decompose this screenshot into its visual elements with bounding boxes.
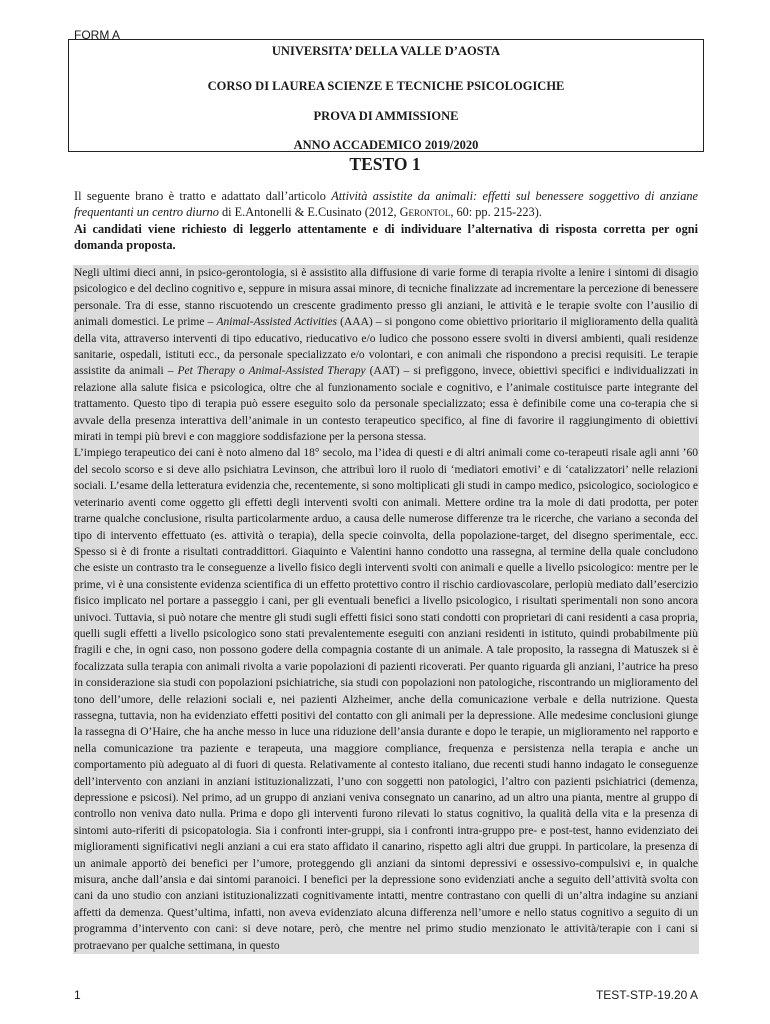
source-citation <box>74 188 698 221</box>
instruction-text: Ai candidati viene richiesto di leggerlo attentamente e di individuare l’alternativa di risposta corretta per ogni domanda proposta. <box>74 221 698 252</box>
academic-year: ANNO ACCADEMICO 2019/2020 <box>293 138 479 152</box>
test-code: TEST-STP-19.20 A <box>595 988 698 1002</box>
term-aaa: Animal-Assisted Activities <box>216 316 337 329</box>
passage-text: Negli ultimi dieci anni, in psico-gerontologia, si è assistito alla diffusione di varie forme di terapia rivolte a lenire i sintomi di disagio psicologico e del declino cognitivo e, seppure in misura assai minore, di tecniche finalizzate ad incrementare la percezione di benessere personale. Tra di esse, stanno riscuotendo un crescente gradimento presso gli anziani, le attività e le terapie svolte con l’ausilio di animali domestici. Le prime – <box>74 267 698 329</box>
course-name: CORSO DI LAUREA SCIENZE E TECNICHE PSICOLOGICHE <box>207 79 565 93</box>
exam-title: PROVA DI AMMISSIONE <box>313 109 459 123</box>
passage-text: (AAA) – si pongono come obiettivo prioritario il miglioramento della qualità della vita, attraverso interventi di tipo educativo, rieducativo e/o ludico che possono essere svolti in diversi ambienti, quali residenze sanitarie, ospedali, istituti ecc., da personale specializzato e/o volontari, e con animali che rispondono a precisi requisiti. Le terapie assistite da animali – <box>74 316 699 378</box>
form-label: FORM A <box>74 28 121 42</box>
test-title: TESTO 1 <box>349 154 421 174</box>
passage-paragraph-2: L’impiego terapeutico dei cani è noto almeno dal 18° secolo, ma l’idea di questi e di altri animali come co-terapeuti risale agli anni ’60 del secolo scorso e si deve allo psichiatra Levinson, che attribuì loro il ruolo di ‘mediatori emotivi’ e di ‘catalizzatori’ nelle relazioni sociali. L’esame della letteratura evidenzia che, recentemente, si sono moltiplicati gli studi in campo medico, psicologico, sociologico e veterinario aventi come oggetto gli effetti degli interventi svolti con animali. Mettere ordine tra la mole di dati prodotta, per poter trarne qualche conclusione, risulta particolarmente arduo, a causa delle numerose differenze tra le ricerche, che variano a seconda del tipo di intervento effettuato (es. attività o terapia), della specie coinvolta, della popolazione-target, del disegno sperimentale, ecc. Spesso si è di fronte a risultati contraddittori. Giaquinto e Valentini hanno condotto una rassegna, al termine della quale concludono che esiste un contrasto tra le conseguenze a livello fisico degli interventi svolti con animali e quelle a livello psicologico: mentre per le prime, vi è una consistente evidenza scientifica di un effetto protettivo contro il rischio cardiovascolare, perlopiù mediato dall’esercizio fisico implicato nel portare a passeggio i cani, per gli eventuali benefici a livello psicologico, i risultati sperimentali non sono ancora univoci. Tuttavia, si può notare che mentre gli studi sugli effetti fisici sono stati condotti con proprietari di cani residenti a casa propria, quelli sugli effetti a livello psicologico sono stati prevalentemente eseguiti con anziani residenti in istituto, quindi probabilmente più fragili e che, in ogni caso, non possono godere della compagnia costante di un animale. A tale proposito, la rassegna di Matuszek si è focalizzata sulla terapia con animali rivolta a varie popolazioni di pazienti ricoverati. Per quanto riguarda gli anziani, l’autrice ha preso in considerazione sia studi con popolazioni psichiatriche, sia studi con popolazioni non patologiche, riscontrando un miglioramento del tono dell’umore, delle relazioni sociali e, nei pazienti Alzheimer, anche della comunicazione verbale e della nutrizione. Questa rassegna, tuttavia, non ha evidenziato effetti positivi del contatto con gli animali per la depressione. Alle medesime conclusioni giunge la rassegna di O’Haire, che ha anche messo in luce una riduzione dell’ansia durante e dopo le terapie, un miglioramento nel rapporto e nella comunicazione tra paziente e terapeuta, una maggiore compliance, frequenza e persistenza nella terapia e anche un comportamento più adeguato al di fuori di questa. Relativamente al contesto italiano, due recenti studi hanno indagato le conseguenze dell’intervento con anziani in anziani istituzionalizzati, l’uno con soggetti non patologici, l’altro con pazienti psichiatrici (demenza, depressione e psicosi). Nel primo, ad un gruppo di anziani veniva consegnato un canarino, ad un altro una pianta, mentre al gruppo di controllo non veniva dato nulla. Prima e dopo gli interventi furono rilevati lo status cognitivo, la qualità della vita e la presenza di sintomi auto-riferiti di psicopatologia. Sia i confronti inter-gruppi, sia i confronti intra-gruppo pre- e post-test, hanno evidenziato dei miglioramenti significativi negli anziani a cui era stato affidato il canarino, rispetto agli altri due gruppi. In particolare, la presenza di un animale apportò dei benefici per l’umore, proteggendo gli anziani da sintomi depressivi e ossessivo-compulsivi e, in qualche misura, anche dall’ansia e dai sintomi paranoici. I benefici per la depressione sono evidenziati anche a seguito dell’attività svolta con cani da uno studio con anziani istituzionalizzati cognitivamente intatti, mentre contrastano con quelli di un’altra indagine su anziani affetti da demenza. Quest’ultima, infatti, non aveva evidenziato alcuna differenza nell’umore e nello status cognitivo a seguito di un programma d’intervento con cani: si deve notare, però, che mentre nel primo studio menzionato le attività/terapie con i cani si protraevano per qualche settimana, in questo <box>74 447 698 952</box>
page-number: 1 <box>74 988 81 1002</box>
citation-authors: di E.Antonelli & E.Cusinato (2012, <box>218 205 400 220</box>
header-box <box>68 39 704 152</box>
citation-lead: Il seguente brano è tratto e adattato dall’articolo <box>74 189 332 203</box>
passage-paragraph-1 <box>74 265 698 445</box>
intro-section <box>74 188 698 253</box>
term-aat: Pet Therapy o Animal-Assisted Therapy <box>177 365 366 378</box>
citation-end: , 60: pp. 215-223). <box>450 205 542 220</box>
article-title: Attività assistite da animali: effetti sul benessere soggettivo di anziane frequentanti un centro diurno <box>74 189 698 220</box>
passage-text: (AAT) – si prefiggono, invece, obiettivi specifici e individualizzati in relazione alla salute fisica e psicologica, oltre che al funzionamento sociale e cognitivo, e l’animale costituisce parte integrante del trattamento. Questo tipo di terapia può essere eseguito solo da personale specializzato; essa è definibile come una co-terapia che si avvale della presenza interattiva dell’animale in un contesto terapeutico specifico, al fine di favorire il raggiungimento di obiettivi mirati in tempi più brevi e con maggiore soddisfazione per la persona stessa. <box>74 365 698 444</box>
journal-name: Gerontol <box>399 205 451 220</box>
reading-passage <box>73 265 699 954</box>
university-name: UNIVERSITA’ DELLA VALLE D’AOSTA <box>271 44 501 58</box>
